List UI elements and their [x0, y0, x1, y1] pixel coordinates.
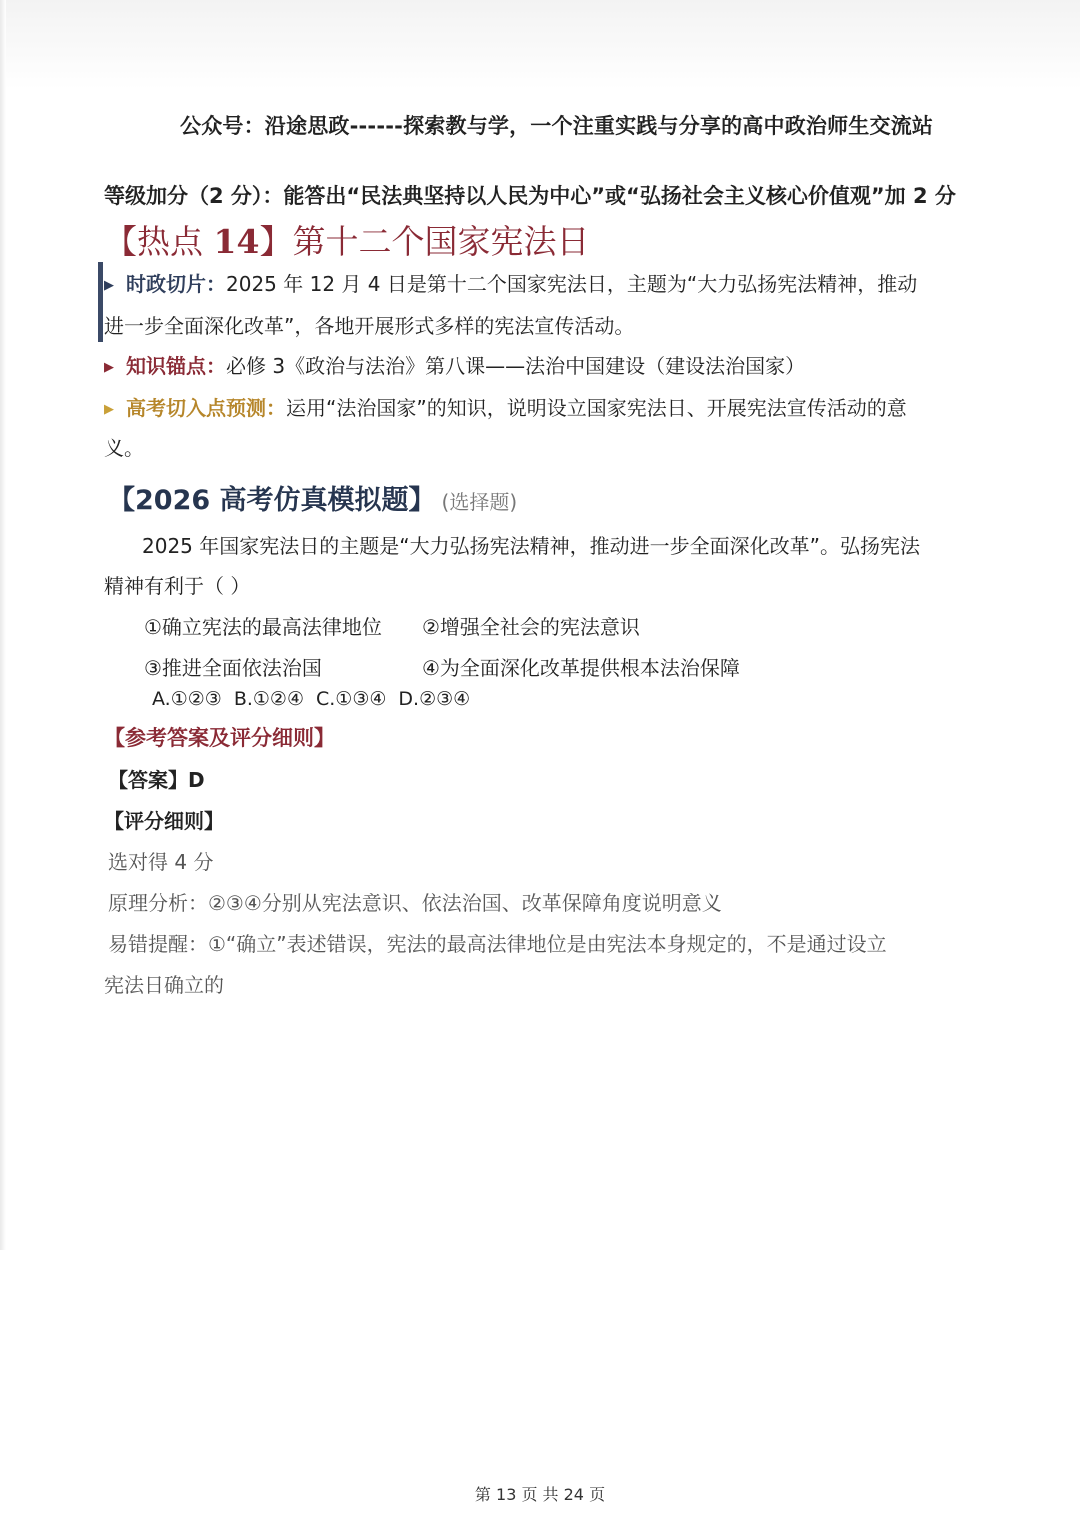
simulation-title: [108, 478, 517, 517]
statement-1: ①确立宪法的最高法律地位: [144, 615, 382, 639]
news-slice-label: 时政切片：: [126, 272, 226, 296]
question-stem: 2025 年国家宪法日的主题是“大力弘扬宪法精神，推动进一步全面深化改革”。弘扬宪法: [142, 534, 920, 558]
exam-prediction-continuation: 义。: [104, 436, 144, 460]
question-stem-continuation: 精神有利于（ ）: [104, 574, 251, 598]
news-slice-line: [104, 268, 917, 297]
question-type-tag: (选择题): [441, 490, 518, 514]
knowledge-anchor-line: [104, 350, 805, 379]
answer-line: 【答案】D: [108, 768, 205, 792]
bonus-score-line: 等级加分（2 分）：能答出“民法典坚持以人民为中心”或“弘扬社会主义核心价值观”加 2 分: [104, 184, 956, 208]
news-slice-continuation: 进一步全面深化改革”，各地开展形式多样的宪法宣传活动。: [104, 314, 635, 338]
simulation-title-text: 【2026 高考仿真模拟题】: [108, 485, 436, 516]
exam-prediction-text: 运用“法治国家”的知识，说明设立国家宪法日、开展宪法宣传活动的意: [286, 396, 907, 420]
choice-a: A.①②③: [152, 688, 222, 710]
answer-choices: [152, 688, 470, 710]
news-slice-text: 2025 年 12 月 4 日是第十二个国家宪法日，主题为“大力弘扬宪法精神，推动: [226, 272, 918, 296]
knowledge-anchor-text: 必修 3《政治与法治》第八课——法治中国建设（建设法治国家）: [226, 354, 806, 378]
error-warning-continuation: 宪法日确立的: [104, 973, 224, 997]
triangle-bullet-icon: ▶: [104, 402, 114, 417]
answer-section-heading: 【参考答案及评分细则】: [104, 726, 335, 750]
top-shadow: [0, 0, 1080, 90]
page-number: 第 13 页 共 24 页: [474, 1485, 606, 1504]
choice-b: B.①②④: [233, 688, 304, 710]
error-warning: 易错提醒：①“确立”表述错误，宪法的最高法律地位是由宪法本身规定的，不是通过设立: [108, 932, 887, 956]
hotspot-name: 第十二个国家宪法日: [292, 222, 590, 261]
choice-c: C.①③④: [316, 688, 387, 710]
hotspot-title: [104, 216, 589, 263]
page-header: 公众号：沿途思政------探索教与学，一个注重实践与分享的高中政治师生交流站: [180, 114, 934, 138]
exam-prediction-line: [104, 392, 907, 421]
hotspot-bracket-close: 】: [259, 222, 293, 261]
rubric-heading: 【评分细则】: [104, 809, 224, 833]
knowledge-anchor-label: 知识锚点：: [126, 354, 226, 378]
hotspot-number: 14: [213, 222, 260, 261]
score-rule: 选对得 4 分: [108, 850, 214, 874]
exam-prediction-label: 高考切入点预测：: [126, 396, 286, 420]
triangle-bullet-icon: ▶: [104, 278, 114, 293]
statement-4: ④为全面深化改革提供根本法治保障: [422, 656, 740, 680]
section-accent-bar: [98, 262, 103, 342]
hotspot-bracket-open: 【热点: [104, 222, 214, 261]
triangle-bullet-icon: ▶: [104, 360, 114, 375]
statement-2: ②增强全社会的宪法意识: [422, 615, 640, 639]
choice-d: D.②③④: [398, 688, 471, 710]
left-edge-shadow: [0, 0, 6, 1250]
statement-3: ③推进全面依法治国: [144, 656, 322, 680]
principle-analysis: 原理分析：②③④分别从宪法意识、依法治国、改革保障角度说明意义: [108, 891, 722, 915]
